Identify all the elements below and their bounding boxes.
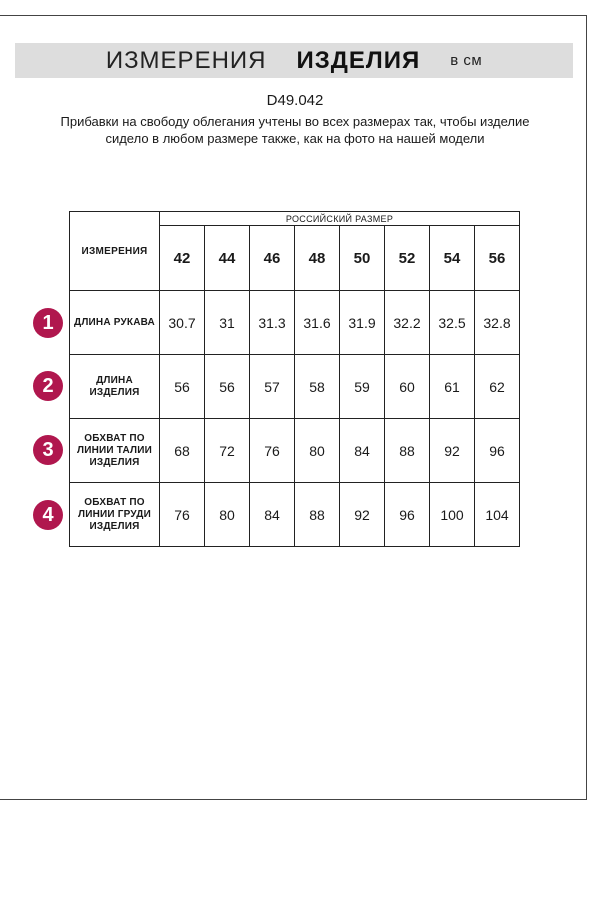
table-cell: 32.2: [385, 291, 430, 355]
table-cell: 31.3: [250, 291, 295, 355]
table-row: [70, 291, 520, 355]
header-band: [15, 43, 573, 78]
header-title-part2: ИЗДЕЛИЯ: [296, 46, 421, 74]
table-cell: 68: [160, 419, 205, 483]
header-unit: в см: [450, 52, 483, 69]
table-cell: 32.8: [475, 291, 520, 355]
row-label-garment-length: ДЛИНА ИЗДЕЛИЯ: [70, 355, 160, 419]
table-cell: 88: [295, 483, 340, 547]
row-number-badge-2: 2: [33, 371, 63, 401]
table-cell: 96: [475, 419, 520, 483]
table-cell: 84: [250, 483, 295, 547]
size-table: [69, 211, 520, 547]
fit-note: Прибавки на свободу облегания учтены во всех размерах так, чтобы изделие сидело в любом размере также, как на фото на нашей модели: [60, 114, 530, 146]
row-label-chest-girth: ОБХВАТ ПО ЛИНИИ ГРУДИ ИЗДЕЛИЯ: [70, 483, 160, 547]
product-code: D49.042: [266, 92, 324, 109]
table-cell: 59: [340, 355, 385, 419]
table-cell: 80: [205, 483, 250, 547]
table-cell: 88: [385, 419, 430, 483]
table-cell: 56: [205, 355, 250, 419]
table-cell: 84: [340, 419, 385, 483]
table-cell: 60: [385, 355, 430, 419]
size-header: 50: [340, 226, 385, 291]
table-cell: 32.5: [430, 291, 475, 355]
row-label-waist-girth: ОБХВАТ ПО ЛИНИИ ТАЛИИ ИЗДЕЛИЯ: [70, 419, 160, 483]
table-cell: 80: [295, 419, 340, 483]
table-cell: 31: [205, 291, 250, 355]
corner-label: ИЗМЕРЕНИЯ: [70, 212, 160, 291]
table-cell: 31.6: [295, 291, 340, 355]
table-cell: 100: [430, 483, 475, 547]
size-header: 56: [475, 226, 520, 291]
table-cell: 31.9: [340, 291, 385, 355]
russian-size-label: РОССИЙСКИЙ РАЗМЕР: [160, 212, 520, 226]
table-cell: 104: [475, 483, 520, 547]
row-label-sleeve-length: ДЛИНА РУКАВА: [70, 291, 160, 355]
table-cell: 92: [430, 419, 475, 483]
table-cell: 57: [250, 355, 295, 419]
table-cell: 96: [385, 483, 430, 547]
row-number-badge-4: 4: [33, 500, 63, 530]
table-cell: 58: [295, 355, 340, 419]
table-cell: 92: [340, 483, 385, 547]
row-number-badge-1: 1: [33, 308, 63, 338]
size-header: 48: [295, 226, 340, 291]
size-header: 54: [430, 226, 475, 291]
table-cell: 56: [160, 355, 205, 419]
table-cell: 76: [250, 419, 295, 483]
table-row: [70, 355, 520, 419]
size-header: 42: [160, 226, 205, 291]
table-row: [70, 483, 520, 547]
size-header: 44: [205, 226, 250, 291]
size-header: 52: [385, 226, 430, 291]
size-header: 46: [250, 226, 295, 291]
table-cell: 72: [205, 419, 250, 483]
table-cell: 61: [430, 355, 475, 419]
table-row: [70, 419, 520, 483]
table-cell: 30.7: [160, 291, 205, 355]
table-cell: 62: [475, 355, 520, 419]
row-number-badge-3: 3: [33, 435, 63, 465]
header-title-part1: ИЗМЕРЕНИЯ: [105, 46, 267, 74]
table-cell: 76: [160, 483, 205, 547]
